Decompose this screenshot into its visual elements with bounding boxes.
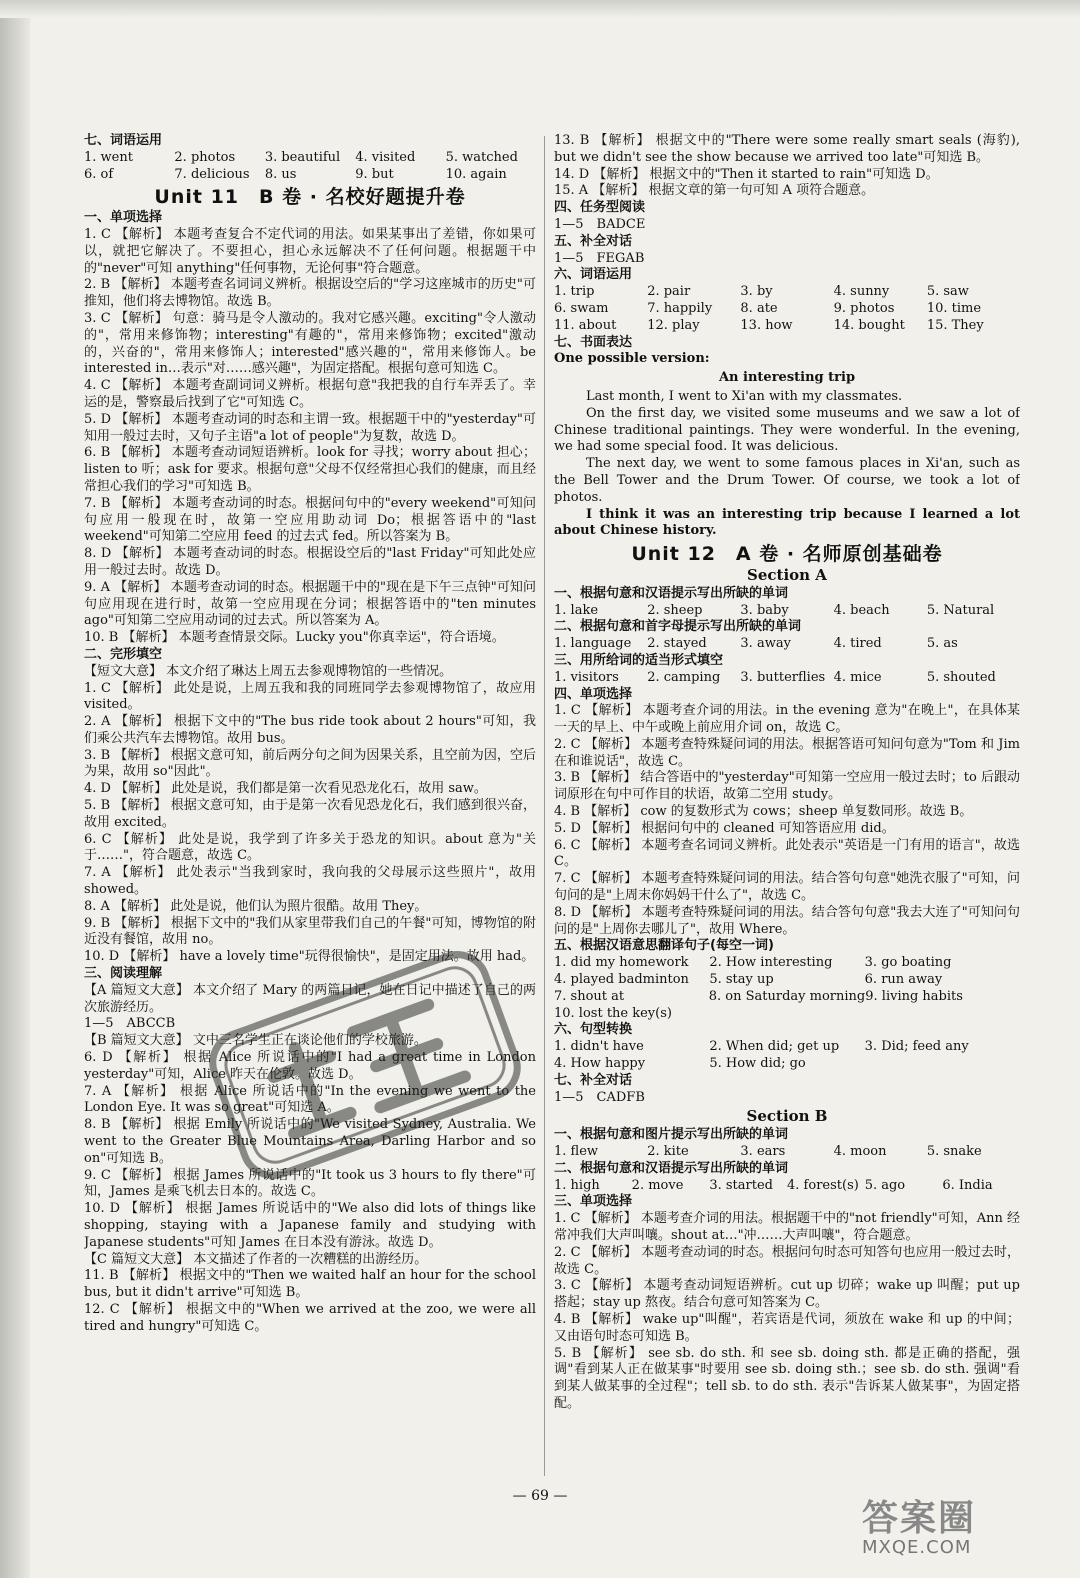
answer-item: 4. B 【解析】 wake up"叫醒"，若宾语是代词，须放在 wake 和 up 的中间；又由语句时态可知选 B。 <box>554 1311 1020 1344</box>
answer-item: 4. C 【解析】 本题考查副词词义辨析。根据句意"我把我的自行车弄丢了。幸运的是，警察最后找到了它"可知选 C。 <box>84 378 536 410</box>
answer-item: 6. C 【解析】 此处是说，我学到了许多关于恐龙的知识。about 意为"关于……"，符合题意，故选 C。 <box>84 831 536 864</box>
section-heading: 三、用所给词的适当形式填空 <box>554 652 724 668</box>
answer-row: 1. flew 2. kite 3. ears 4. moon 5. snake <box>554 1144 982 1160</box>
essay-body <box>554 389 1020 540</box>
answer-item: 12. C 【解析】 根据文中的"When we arrived at the zoo, we were all tired and hungry"可知选 C。 <box>84 1301 536 1334</box>
answer-row: 1. language 2. stayed 3. away 4. tired 5. as <box>554 636 958 652</box>
watermark-logo <box>862 1490 1062 1570</box>
answer-item: 15. A 【解析】 根据文章的第一句可知 A 项符合题意。 <box>554 183 875 199</box>
answer-item: 2. B 【解析】 本题考查名词词义辨析。根据设空后的"学习这座城市的历史"可推知，他们将去博物馆。故选 B。 <box>84 277 536 310</box>
essay-paragraph: The next day, we went to some famous places in Xi'an, such as the Bell Tower and the Drum Tower. Of course, we took a lot of photos. <box>554 456 1020 505</box>
answer-item: 6. B 【解析】 本题考查动词短语辨析。look for 寻找；worry about 担心；listen to 听；ask for 要求。根据句意"父母不仅经常担心我们的健康，而且经常担心我们的学习"可知选 B。 <box>84 445 536 494</box>
section-heading: 二、根据句意和汉语提示写出所缺的单词 <box>554 1160 789 1176</box>
section-heading: 六、词语运用 <box>554 267 633 283</box>
answer-item: 8. D 【解析】 本题考查动词的时态。根据设空后的"last Friday"可知此处应用一般过去时。故选 D。 <box>84 546 536 578</box>
answer-row: 1. trip 2. pair 3. by 4. sunny 5. saw <box>554 284 969 300</box>
answer-item: 10. B 【解析】 本题考查情景交际。Lucky you"你真幸运"，符合语境。 <box>84 630 505 646</box>
essay-title: An interesting trip <box>718 370 856 386</box>
answer-item: 5. D 【解析】 根据问句中的 cleaned 可知答语应用 did。 <box>554 820 895 836</box>
answer-line: 10. lost the key(s) <box>554 1005 672 1021</box>
answer-item: 9. C 【解析】 根据 James 所说话中的"It took us 3 hours to fly there"可知，James 是乘飞机去日本的。故选 C。 <box>84 1167 536 1200</box>
answer-item: 14. D 【解析】 根据文中的"Then it started to rain"可知选 D。 <box>554 166 939 182</box>
answer-item: 6. C 【解析】 本题考查名词词义辨析。此处表示"英语是一门有用的语言"，故选 C。 <box>554 837 1020 870</box>
answer-item: 13. B 【解析】 根据文中的"There were some really smart seals (海豹), but we didn't see the show because we arrived too late"可知选 B。 <box>554 133 1020 165</box>
section-heading: 四、单项选择 <box>554 686 633 702</box>
answer-item: 8. B 【解析】 根据 Emily 所说话中的"We visited Sydney, Australia. We went to the Greater Blue Mountains Area, Darling Harbor and so on"可知选 B。 <box>84 1117 536 1166</box>
section-heading: 三、阅读理解 <box>84 966 163 982</box>
essay-paragraph: I think it was an interesting trip because I learned a lot about Chinese history. <box>554 506 1020 539</box>
section-heading: 七、书面表达 <box>554 334 633 350</box>
page-number: — 69 — <box>512 1488 568 1504</box>
passage-summary: 【B 篇短文大意】 文中三名学生正在谈论他们的学校旅游。 <box>84 1033 427 1049</box>
section-heading: 一、单项选择 <box>84 210 163 226</box>
passage-summary: 【短文大意】 本文介绍了琳达上周五去参观博物馆的一些情况。 <box>84 663 453 679</box>
answer-item: 3. B 【解析】 根据文意可知，前后两分句之间为因果关系，且空前为因，空后为果，故用 so"因此"。 <box>84 747 536 780</box>
answer-item: 1. C 【解析】 本题考查复合不定代词的用法。如果某事出了差错，你如果可以，就把它解决了。不要担心，担心永远解决不了任何问题。根据题干中的"never"可知 anything"任何事物，无论何事"符合题意。 <box>84 226 536 276</box>
section-heading: 五、补全对话 <box>554 233 633 249</box>
essay-label: One possible version: <box>554 351 710 367</box>
answer-line: 1—5 FEGAB <box>554 250 645 266</box>
section-heading: 四、任务型阅读 <box>554 200 646 216</box>
essay-paragraph: Last month, I went to Xi'an with my classmates. <box>586 388 903 404</box>
watermark-url: MXQE.COM <box>862 1537 972 1558</box>
answer-item: 2. A 【解析】 根据下文中的"The bus ride took about 2 hours"可知，我们乘公共汽车去博物馆。故用 bus。 <box>84 714 536 746</box>
answer-item: 3. C 【解析】 本题考查动词短语辨析。cut up 切碎；wake up 叫醒；put up 搭起；stay up 熬夜。结合句意可知答案为 C。 <box>554 1278 1020 1311</box>
answer-item: 5. B 【解析】 根据文意可知，由于是第一次看见恐龙化石，我们感到很兴奋，故用 excited。 <box>84 798 536 830</box>
essay-paragraph: On the first day, we visited some museums and we saw a lot of Chinese traditional paintings. They were wonderful. In the evening, we had some special food. It was delicious. <box>554 405 1020 455</box>
answer-item: 9. B 【解析】 根据下文中的"我们从家里带我们自己的午餐"可知，博物馆的附近没有餐馆，故用 no。 <box>84 915 536 948</box>
section-title: Section B <box>746 1107 828 1126</box>
answer-row: 1. went 2. photos 3. beautiful 4. visited 5. watched <box>84 149 518 165</box>
section-heading: 七、词语运用 <box>84 133 163 148</box>
answer-row: 6. swam 7. happily 8. ate 9. photos 10. time <box>554 300 982 316</box>
answer-item: 11. B 【解析】 根据文中的"Then we waited half an hour for the school bus, but it didn't arrive"可知选 B。 <box>84 1268 536 1301</box>
answer-item: 4. D 【解析】 此处是说，我们都是第一次看见恐龙化石，故用 saw。 <box>84 781 487 797</box>
answer-item: 8. A 【解析】 此处是说，他们认为照片很酷。故用 They。 <box>84 898 428 914</box>
answer-row: 1. high 2. move 3. started 4. forest(s) 5. ago 6. India <box>554 1177 993 1193</box>
answer-row: 1. visitors 2. camping 3. butterflies 4. mice 5. shouted <box>554 669 996 685</box>
unit-title: Unit 12 A 卷 · 名师原创基础卷 <box>631 543 943 566</box>
section-heading: 五、根据汉语意思翻译句子(每空一词) <box>554 938 774 954</box>
answer-row: 6. of 7. delicious 8. us 9. but 10. again <box>84 166 507 182</box>
scan-shadow <box>0 0 1080 18</box>
unit-title: Unit 11 B 卷 · 名校好题提升卷 <box>154 186 466 209</box>
right-column <box>554 133 1020 1413</box>
passage-summary: 【C 篇短文大意】 本文描述了作者的一次糟糕的出游经历。 <box>84 1251 428 1267</box>
answer-item: 7. C 【解析】 本题考查特殊疑问词的用法。结合答句句意"她洗衣服了"可知，问句问的是"上周末你妈妈干什么了"，故选 C。 <box>554 871 1020 904</box>
section-heading: 七、补全对话 <box>554 1072 633 1088</box>
answer-item: 7. A 【解析】 根据 Alice 所说话中的"In the evening we went to the London Eye. It was so great"可知选 A。 <box>84 1083 536 1116</box>
answer-row: 1. lake 2. sheep 3. baby 4. beach 5. Natural <box>554 602 995 618</box>
section-heading: 一、根据句意和汉语提示写出所缺的单词 <box>554 585 789 601</box>
answer-item: 7. B 【解析】 本题考查动词的时态。根据问句中的"every weekend"可知问句应用一般现在时，故第一空应用助动词 Do；根据答语中的"last weekend"可知第二空应用 feed 的过去式 fed。所以答案为 B。 <box>84 495 536 545</box>
column-divider <box>544 136 545 1476</box>
answer-row: 4. played badminton 5. stay up 6. run away <box>554 972 943 988</box>
answer-row: 7. shout at 8. on Saturday morning 9. living habits <box>554 988 963 1004</box>
answer-row: 1. did my homework 2. How interesting 3. go boating <box>554 955 952 971</box>
answer-item: 1. C 【解析】 本题考查介词的用法。in the evening 意为"在晚上"，在具体某一天的早上、中午或晚上前应用介词 on，故选 C。 <box>554 703 1020 736</box>
section-heading: 一、根据句意和图片提示写出所缺的单词 <box>554 1127 789 1143</box>
section-heading: 二、根据句意和首字母提示写出所缺的单词 <box>554 619 802 635</box>
answer-row: 1. didn't have 2. When did; get up 3. Did; feed any <box>554 1039 969 1055</box>
section-heading: 二、完形填空 <box>84 646 163 662</box>
binding-edge <box>0 0 30 1578</box>
answer-line: 1—5 ABCCB <box>84 1016 176 1032</box>
answer-item: 8. D 【解析】 本题考查特殊疑问词的用法。结合答句句意"我去大连了"可知问句问的是"上周你去哪儿了"，故用 Where。 <box>554 904 1020 937</box>
answer-item: 2. C 【解析】 本题考查动词的时态。根据问句时态可知答句也应用一般过去时，故选 C。 <box>554 1244 1020 1277</box>
answer-line: 1—5 CADFB <box>554 1089 645 1105</box>
answer-row: 4. How happy 5. How did; go <box>554 1056 806 1072</box>
answer-item: 6. D 【解析】 根据 Alice 所说话中的"I had a great time in London yesterday"可知，Alice 昨天在伦敦。故选 D。 <box>84 1050 536 1082</box>
answer-item: 3. B 【解析】 结合答语中的"yesterday"可知第一空应用一般过去时；to 后跟动词原形在句中可作目的状语，故第二空用 study。 <box>554 770 1020 803</box>
answer-item: 10. D 【解析】 根据 James 所说话中的"We also did lots of things like shopping, staying with a Japanese family and studying with Japanese students"可知 James 在日本没有游泳。故选 D。 <box>84 1201 536 1250</box>
answer-item: 7. A 【解析】 此处表示"当我到家时，我向我的父母展示这些照片"，故用 showed。 <box>84 865 536 898</box>
answer-item: 5. B 【解析】 see sb. do sth. 和 see sb. doing sth. 都是正确的搭配，强调"看到某人正在做某事"时要用 see sb. doing sth.；see sb. do sth. 强调"看到某人做某事的全过程"；tell sb. to do sth. 表示"告诉某人做某事"，为固定搭配。 <box>554 1345 1020 1411</box>
passage-summary: 【A 篇短文大意】 本文介绍了 Mary 的两篇日记，她在日记中描述了自己的两次旅游经历。 <box>84 982 536 1015</box>
answer-item: 5. D 【解析】 本题考查动词的时态和主谓一致。根据题干中的"yesterday"可知用一般过去时，又句子主语"a lot of people"为复数，故选 D。 <box>84 411 536 444</box>
answer-row: 11. about 12. play 13. how 14. bought 15. They <box>554 317 984 333</box>
answer-item: 4. B 【解析】 cow 的复数形式为 cows；sheep 单复数同形。故选 B。 <box>554 804 973 820</box>
answer-item: 1. C 【解析】 此处是说，上周五我和我的同班同学去参观博物馆了，故应用 visited。 <box>84 680 536 713</box>
answer-line: 1—5 BADCE <box>554 216 646 232</box>
answer-item: 3. C 【解析】 句意：骑马是令人激动的。我对它感兴趣。exciting"令人激动的"，常用来修饰物；interesting"有趣的"，常用来修饰物；excited"激动的，兴奋的"，常用来修饰人；interested"感兴趣的"，常用来修饰人。be interested in…表示"对……感兴趣"，为固定搭配。根据句意可知选 C。 <box>84 310 536 377</box>
watermark-title: 答案圈 <box>862 1498 977 1539</box>
answer-item: 1. C 【解析】 本题考查介词的用法。根据题干中的"not friendly"可知，Ann 经常冲我们大声叫嚷。shout at…"冲……大声叫嚷"，符合题意。 <box>554 1211 1020 1243</box>
answer-item: 10. D 【解析】 have a lovely time"玩得很愉快"，是固定用法。故用 had。 <box>84 949 535 965</box>
section-heading: 三、单项选择 <box>554 1194 633 1210</box>
answer-item: 9. A 【解析】 本题考查动词的时态。根据题干中的"现在是下午三点钟"可知问句应用现在进行时，故第一空应用现在分词；根据答语中的"ten minutes ago"可知第二空应用动词的过去式。所以答案为 A。 <box>84 579 536 629</box>
answer-item: 2. C 【解析】 本题考查特殊疑问词的用法。根据答语可知问句意为"Tom 和 Jim 在和谁说话"，故选 C。 <box>554 736 1020 769</box>
section-heading: 六、句型转换 <box>554 1022 633 1038</box>
section-title: Section A <box>747 565 827 584</box>
